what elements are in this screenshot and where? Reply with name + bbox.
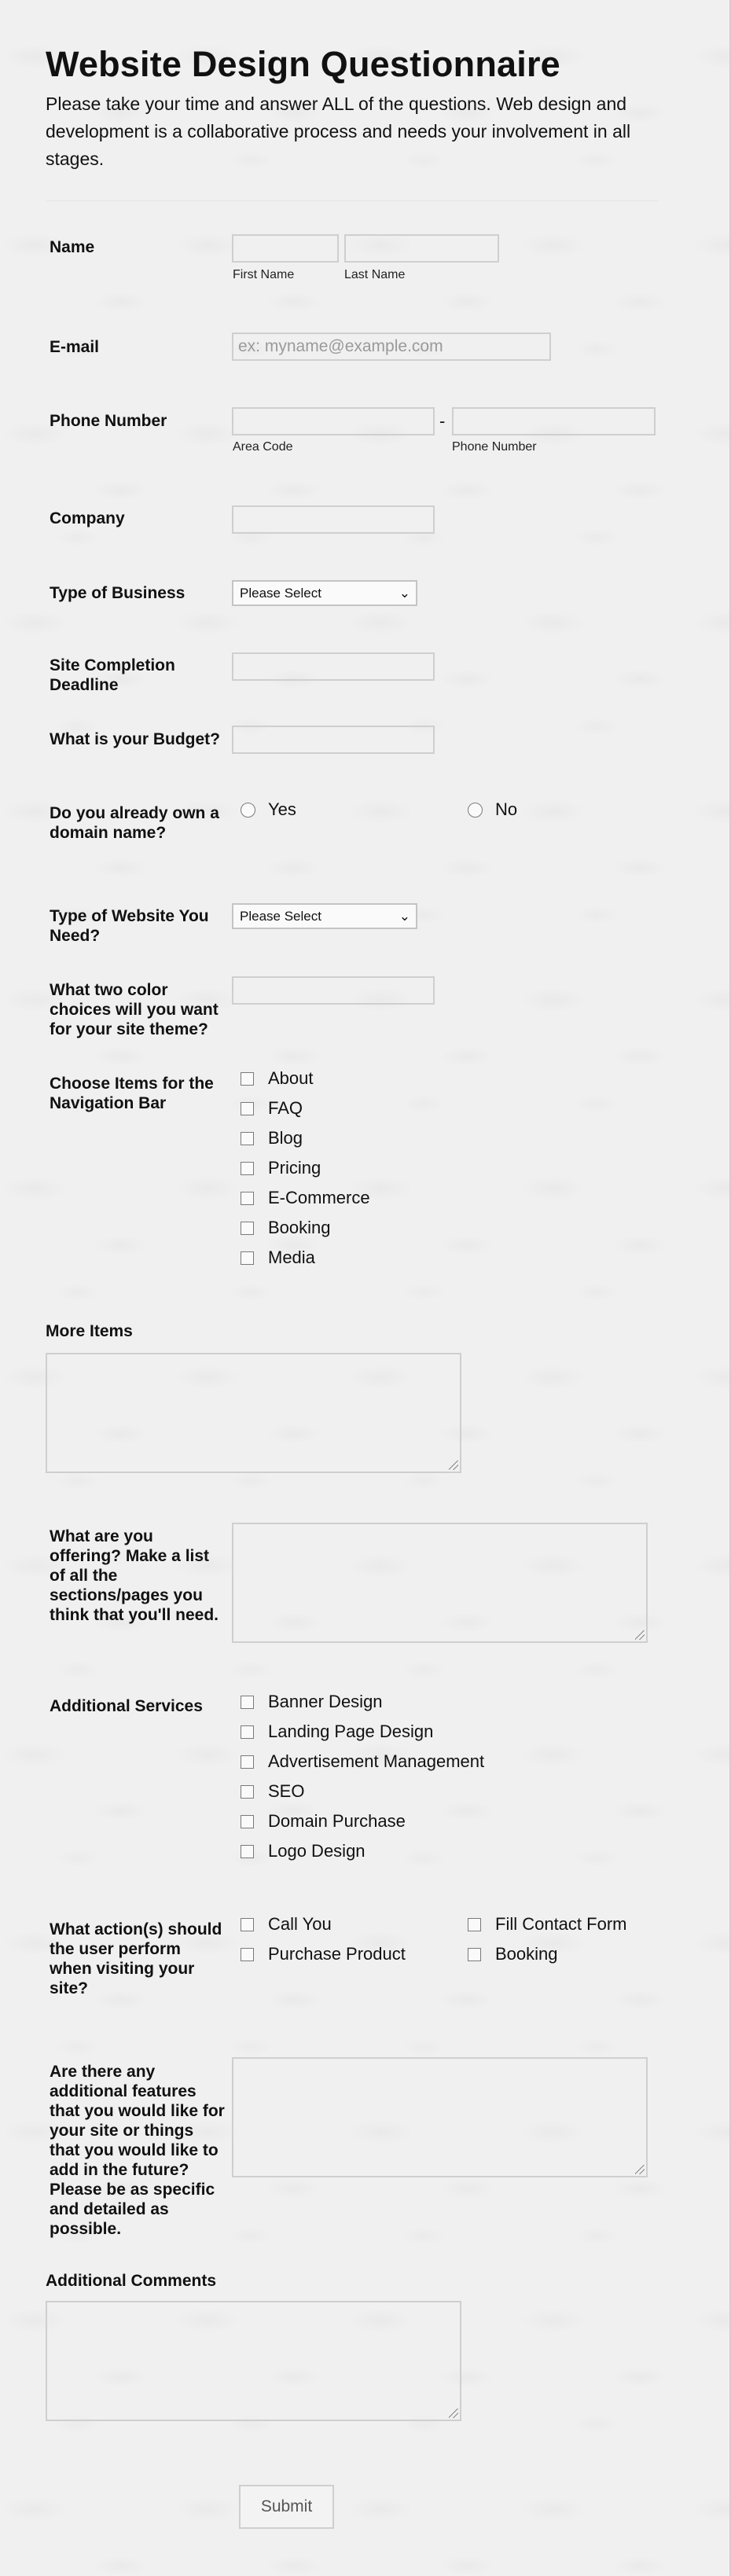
service-logo-label[interactable]: Logo Design (268, 1841, 366, 1861)
email-label: E-mail (50, 338, 100, 356)
resize-handle-icon[interactable] (449, 1461, 458, 1470)
first-name-input[interactable] (232, 234, 339, 263)
phone-number-sublabel: Phone Number (452, 440, 537, 454)
service-banner-checkbox[interactable] (241, 1696, 254, 1709)
comments-textarea[interactable] (46, 2301, 461, 2421)
phone-separator: - (439, 411, 446, 431)
offering-label: What are you offering? Make a list of all the sections/pages you think that you'll need. (50, 1527, 219, 1624)
domain-yes-label[interactable]: Yes (268, 799, 296, 819)
deadline-input[interactable] (232, 652, 435, 681)
first-name-sublabel: First Name (233, 268, 295, 281)
deadline-label: Site Completion Deadline (50, 656, 175, 694)
phone-number-input[interactable] (452, 407, 656, 435)
action-booking-checkbox[interactable] (468, 1948, 481, 1961)
action-purchase-checkbox[interactable] (241, 1948, 254, 1961)
nav-about-label[interactable]: About (268, 1068, 314, 1088)
action-call-checkbox[interactable] (241, 1918, 254, 1931)
service-domain-checkbox[interactable] (241, 1815, 254, 1828)
features-label: Are there any additional features that you would like for your site or things that you would like to add in the future? Please be as specific and detailed as possible. (50, 2063, 225, 2238)
nav-pricing-checkbox[interactable] (241, 1162, 254, 1175)
website-type-label: Type of Website You Need? (50, 907, 209, 945)
nav-media-label[interactable]: Media (268, 1248, 315, 1267)
resize-handle-icon[interactable] (449, 2409, 458, 2418)
nav-blog-checkbox[interactable] (241, 1132, 254, 1145)
nav-faq-label[interactable]: FAQ (268, 1098, 303, 1118)
header-divider (46, 200, 659, 201)
service-logo-checkbox[interactable] (241, 1845, 254, 1858)
form-description: Please take your time and answer ALL of the questions. Web design and development is a collaborative process and needs your involvement in all stages. (46, 94, 631, 169)
service-landing-label[interactable]: Landing Page Design (268, 1722, 434, 1741)
service-seo-label[interactable]: SEO (268, 1781, 305, 1801)
resize-handle-icon[interactable] (635, 2165, 645, 2174)
action-purchase-label[interactable]: Purchase Product (268, 1944, 406, 1964)
nav-booking-checkbox[interactable] (241, 1222, 254, 1235)
service-seo-checkbox[interactable] (241, 1785, 254, 1799)
last-name-sublabel: Last Name (344, 268, 406, 281)
form-title: Website Design Questionnaire (46, 44, 560, 84)
last-name-input[interactable] (344, 234, 499, 263)
website-type-selected: Please Select (240, 909, 321, 924)
company-input[interactable] (232, 505, 435, 534)
domain-no-label[interactable]: No (495, 799, 518, 819)
nav-about-checkbox[interactable] (241, 1072, 254, 1086)
name-label: Name (50, 238, 95, 256)
action-contact-form-checkbox[interactable] (468, 1918, 481, 1931)
domain-yes-radio[interactable] (241, 803, 255, 818)
features-textarea[interactable] (232, 2057, 648, 2177)
color-choices-label: What two color choices will you want for your site theme? (50, 981, 219, 1038)
company-label: Company (50, 509, 125, 527)
nav-faq-checkbox[interactable] (241, 1102, 254, 1115)
action-contact-form-label[interactable]: Fill Contact Form (495, 1914, 627, 1934)
service-landing-checkbox[interactable] (241, 1725, 254, 1739)
nav-media-checkbox[interactable] (241, 1251, 254, 1265)
domain-no-radio[interactable] (468, 803, 483, 818)
action-booking-label[interactable]: Booking (495, 1944, 558, 1964)
more-items-label: More Items (46, 1322, 133, 1340)
budget-label: What is your Budget? (50, 730, 220, 748)
offering-textarea[interactable] (232, 1523, 648, 1643)
budget-input[interactable] (232, 726, 435, 754)
navigation-label: Choose Items for the Navigation Bar (50, 1075, 214, 1112)
area-code-sublabel: Area Code (233, 440, 293, 454)
resize-handle-icon[interactable] (635, 1630, 645, 1640)
chevron-down-icon: ⌄ (399, 909, 410, 924)
comments-label: Additional Comments (46, 2272, 217, 2290)
area-code-input[interactable] (232, 407, 435, 435)
email-input[interactable] (232, 333, 551, 361)
phone-label: Phone Number (50, 412, 167, 430)
action-call-label[interactable]: Call You (268, 1914, 332, 1934)
nav-ecommerce-checkbox[interactable] (241, 1192, 254, 1205)
submit-button[interactable]: Submit (239, 2485, 334, 2529)
nav-blog-label[interactable]: Blog (268, 1128, 303, 1148)
service-ads-checkbox[interactable] (241, 1755, 254, 1769)
color-choices-input[interactable] (232, 976, 435, 1005)
website-type-select[interactable] (232, 903, 417, 929)
business-type-selected: Please Select (240, 586, 321, 601)
service-domain-label[interactable]: Domain Purchase (268, 1811, 406, 1831)
actions-label: What action(s) should the user perform when visiting your site? (50, 1920, 222, 1997)
chevron-down-icon: ⌄ (399, 586, 410, 601)
service-banner-label[interactable]: Banner Design (268, 1692, 383, 1711)
services-label: Additional Services (50, 1697, 203, 1715)
business-type-label: Type of Business (50, 584, 186, 602)
more-items-textarea[interactable] (46, 1353, 461, 1473)
nav-booking-label[interactable]: Booking (268, 1218, 331, 1237)
domain-label: Do you already own a domain name? (50, 804, 219, 842)
nav-pricing-label[interactable]: Pricing (268, 1158, 321, 1178)
service-ads-label[interactable]: Advertisement Management (268, 1751, 485, 1771)
business-type-select[interactable] (232, 580, 417, 606)
nav-ecommerce-label[interactable]: E-Commerce (268, 1188, 370, 1207)
